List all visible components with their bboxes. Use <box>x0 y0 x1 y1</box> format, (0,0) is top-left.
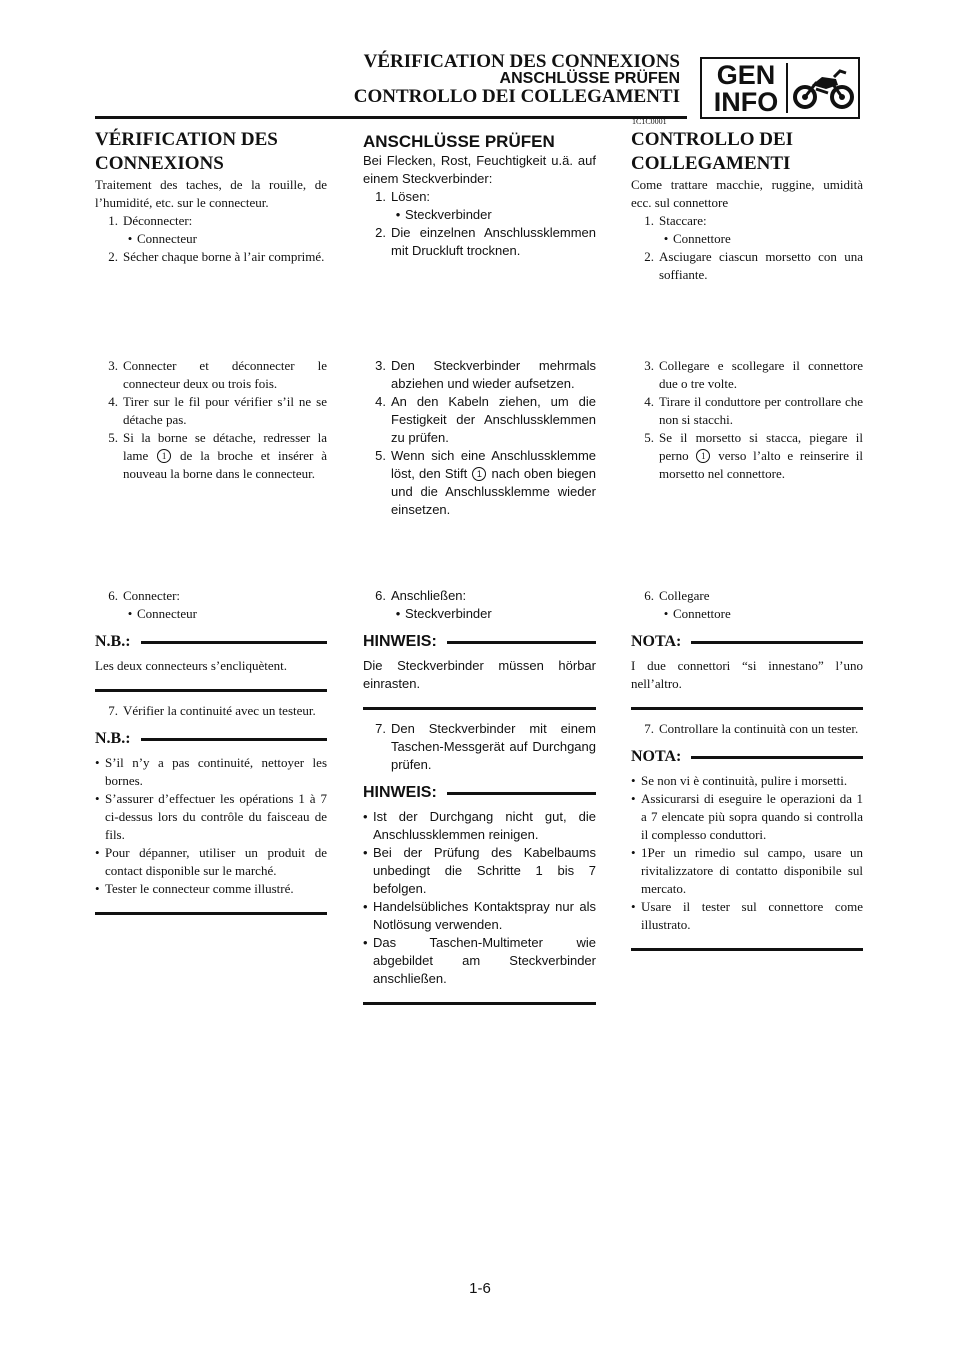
header-rule <box>95 116 687 119</box>
it-note-2-item: • Assicurarsi di eseguire le operazioni da 1 a 7 elencate più sopra quando si controlla il complesso conduttori. <box>631 791 863 842</box>
badge-divider <box>786 63 788 113</box>
fr-intro: Traitement des taches, de la rouille, de l’humidité, etc. sur le connecteur. <box>95 177 327 210</box>
it-step-1-sub: • Connettore <box>663 231 731 246</box>
fr-note-2-item: • S’il n’y a pas continuité, nettoyer les bornes. <box>95 755 327 788</box>
it-note-2-header: NOTA: <box>631 748 863 766</box>
it-block-2 <box>631 357 863 483</box>
fr-note-2-item: • Tester le connecteur comme illustré. <box>95 881 294 896</box>
fr-step-1: 1. Déconnecter: <box>108 213 193 228</box>
it-note-1: I due connettori “si innestano” l’uno nell’altro. <box>631 658 863 691</box>
header-title-de: ANSCHLÜSSE PRÜFEN <box>499 70 680 87</box>
fr-step-1-sub: • Connecteur <box>127 231 197 246</box>
de-intro: Bei Flecken, Rost, Feuchtigkeit u.ä. auf einem Steckverbinder: <box>363 153 596 186</box>
de-step-5: 5. Wenn sich eine Anschlussklemme löst, den Stift 1 nach oben biegen und die Anschlussklemme wieder einsetzen. <box>375 448 596 517</box>
fr-note-2-item: • S’assurer d’effectuer les opérations 1 à 7 ci-dessus lors du contrôle du faisceau de fils. <box>95 791 327 842</box>
header-title-it: CONTROLLO DEI COLLEGAMENTI <box>353 86 680 107</box>
de-block-2 <box>363 357 596 519</box>
it-block-1 <box>631 128 863 284</box>
fr-block-2 <box>95 357 327 483</box>
de-note-2-item: • Handelsübliches Kontaktspray nur als Notlösung verwenden. <box>363 899 596 932</box>
it-note-1-header: NOTA: <box>631 633 863 651</box>
it-note-2-end <box>631 948 863 951</box>
it-note-2-item: • 1Per un rimedio sul campo, usare un rivitalizzatore di contatto disponibile sul mercato. <box>631 845 863 896</box>
fr-step-2: 2. Sécher chaque borne à l’air comprimé. <box>108 249 325 264</box>
fr-title: VÉRIFICATION DES CONNEXIONS <box>95 129 278 174</box>
it-block-3 <box>631 587 863 961</box>
de-note-2-item: • Das Taschen-Multimeter wie abgebildet am Steckverbinder anschließen. <box>363 935 596 986</box>
page-header <box>354 52 680 106</box>
it-note-2-item: • Se non vi è continuità, pulire i morsetti. <box>631 773 848 788</box>
callout-marker: 1 <box>696 449 710 463</box>
fr-note-2-item: • Pour dépanner, utiliser un produit de contact disponible sur le marché. <box>95 845 327 878</box>
fr-block-1 <box>95 128 327 266</box>
de-note-2-end <box>363 1002 596 1005</box>
de-note-1: Die Steckverbinder müssen hörbar einrasten. <box>363 658 596 691</box>
fr-step-5: 5. Si la borne se détache, redresser la lame 1 de la broche et insérer à nouveau la borne dans le connecteur. <box>108 430 328 481</box>
fr-step-7: 7. Vérifier la continuité avec un testeur. <box>108 703 316 718</box>
it-step-6: 6. Collegare <box>644 588 710 603</box>
motorcycle-icon <box>792 65 856 113</box>
header-title-fr: VÉRIFICATION DES CONNEXIONS <box>363 51 680 72</box>
it-step-6-sub: • Connettore <box>663 606 731 621</box>
it-title: CONTROLLO DEI COLLEGAMENTI <box>631 129 794 174</box>
de-step-3: 3. Den Steckverbinder mehrmals abziehen und wieder aufsetzen. <box>375 358 596 391</box>
fr-note-2-end <box>95 912 327 915</box>
fr-step-6-sub: • Connecteur <box>127 606 197 621</box>
section-code: 1C1C0001 <box>632 117 667 126</box>
it-step-1: 1. Staccare: <box>644 213 707 228</box>
de-note-2-item: • Bei der Prüfung des Kabelbaums unbedingt die Schritte 1 bis 7 befolgen. <box>363 845 596 896</box>
it-step-2: 2. Asciugare ciascun morsetto con una soffiante. <box>644 249 863 282</box>
it-step-5: 5. Se il morsetto si stacca, piegare il perno 1 verso l’alto e reinserire il morsetto nel connettore. <box>644 430 864 481</box>
it-note-2-item: • Usare il tester sul connettore come illustrato. <box>631 899 863 932</box>
it-step-4: 4. Tirare il conduttore per controllare che non si stacchi. <box>644 394 863 427</box>
de-note-2-header: HINWEIS: <box>363 784 596 802</box>
de-step-1: 1. Lösen: <box>375 189 431 204</box>
fr-step-3: 3. Connecter et déconnecter le connecteur deux ou trois fois. <box>108 358 327 391</box>
de-step-6-sub: • Steckverbinder <box>395 606 492 621</box>
de-title: ANSCHLÜSSE PRÜFEN <box>363 132 555 151</box>
de-block-1 <box>363 131 596 260</box>
section-badge <box>700 57 860 119</box>
callout-marker: 1 <box>472 467 486 481</box>
de-step-1-sub: • Steckverbinder <box>395 207 492 222</box>
fr-block-3 <box>95 587 327 925</box>
fr-step-4: 4. Tirer sur le fil pour vérifier s’il ne se détache pas. <box>108 394 327 427</box>
callout-marker: 1 <box>157 449 171 463</box>
de-step-2: 2. Die einzelnen Anschlussklemmen mit Druckluft trocknen. <box>375 225 596 258</box>
it-intro: Come trattare macchie, ruggine, umidità ecc. sul connettore <box>631 177 863 210</box>
de-step-7: 7. Den Steckverbinder mit einem Taschen-Messgerät auf Durchgang prüfen. <box>375 721 596 772</box>
it-note-1-end <box>631 707 863 710</box>
fr-note-1-end <box>95 689 327 692</box>
de-step-4: 4. An den Kabeln ziehen, um die Festigkeit der Anschlussklemmen zu prüfen. <box>375 394 596 445</box>
de-note-2-item: • Ist der Durchgang nicht gut, die Anschlussklemmen reinigen. <box>363 809 596 842</box>
fr-step-6: 6. Connecter: <box>108 588 181 603</box>
fr-note-1-header: N.B.: <box>95 633 327 651</box>
badge-text: GEN INFO <box>713 60 779 117</box>
it-step-7: 7. Controllare la continuità con un tester. <box>644 721 859 736</box>
de-step-6: 6. Anschließen: <box>375 588 467 603</box>
de-block-3 <box>363 587 596 1015</box>
de-note-1-end <box>363 707 596 710</box>
fr-note-1: Les deux connecteurs s’encliquètent. <box>95 658 288 673</box>
it-step-3: 3. Collegare e scollegare il connettore due o tre volte. <box>644 358 863 391</box>
fr-note-2-header: N.B.: <box>95 730 327 748</box>
page-number: 1-6 <box>469 1280 491 1297</box>
de-note-1-header: HINWEIS: <box>363 633 596 651</box>
